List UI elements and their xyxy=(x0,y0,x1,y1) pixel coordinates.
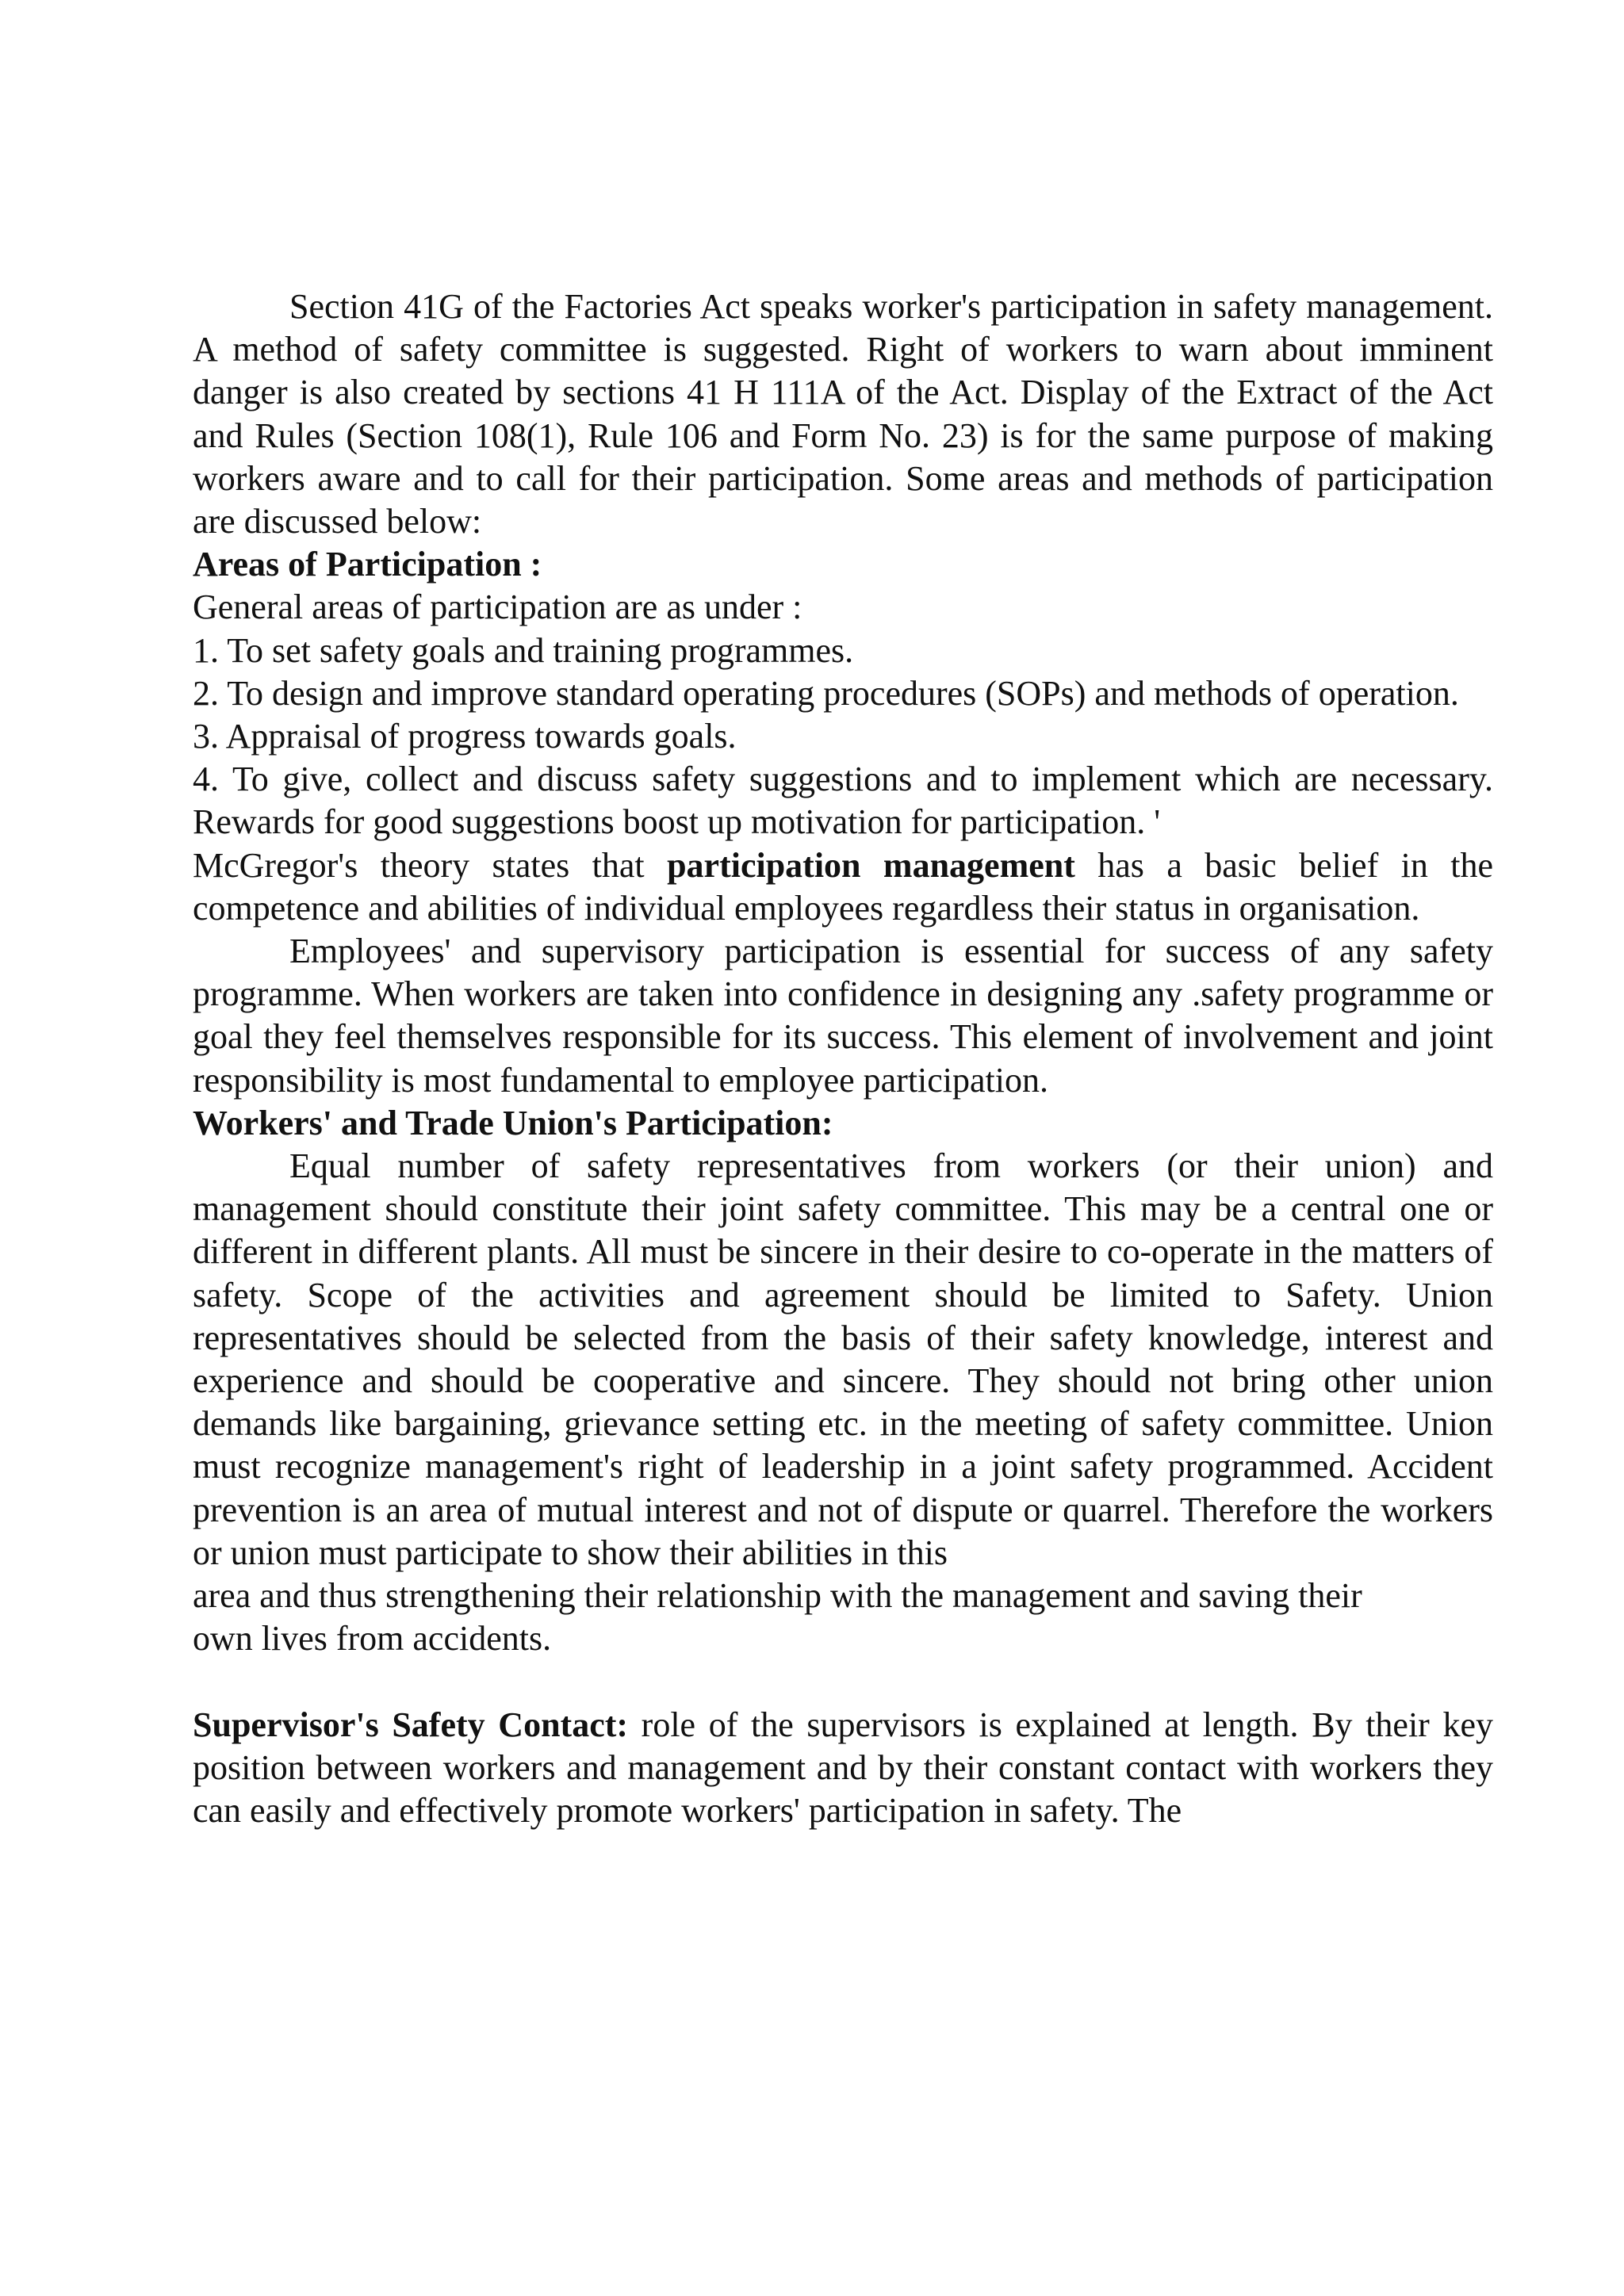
areas-item-3: 3. Appraisal of progress towards goals. xyxy=(193,717,737,756)
employees-paragraph: Employees' and supervisory participation is essential for success of any safety programme. When workers are taken into confidence in designing any .safety programme or goal they feel themselves responsible for its success. This element of involvement and joint responsibility is most fundamental to employee participation. xyxy=(193,932,1493,1100)
participation-management-term: participation management xyxy=(667,845,1075,885)
mcgregor-paragraph xyxy=(193,844,1493,930)
document-page xyxy=(193,285,1493,1832)
workers-line-b: own lives from accidents. xyxy=(193,1619,552,1659)
areas-item-1: 1. To set safety goals and training programmes. xyxy=(193,630,854,670)
intro-paragraph: Section 41G of the Factories Act speaks worker's participation in safety management. A method of safety committee is suggested. Right of workers to warn about imminent danger is also created by sections 41 H 111A of the Act. Display of the Extract of the Act and Rules (Section 108(1), Rule 106 and Form No. 23) is for the same purpose of making workers aware and to call for their participation. Some areas and methods of participation are discussed below: xyxy=(193,287,1493,541)
workers-line-a: area and thus strengthening their relationship with the management and saving their xyxy=(193,1576,1362,1616)
mcgregor-text-before: McGregor's theory states that xyxy=(193,845,668,885)
areas-item-4: 4. To give, collect and discuss safety suggestions and to implement which are necessary. Rewards for good suggestions boost up motivation for participation. ' xyxy=(193,760,1493,842)
mcgregor-text-after: has a basic belief in the competence and abilities of individual employees regardless their status in organisation. xyxy=(193,845,1494,928)
supervisor-text: role of the supervisors is explained at length. By their key position between workers and management and by their constant contact with workers they can easily and effectively promote workers' participation in safety. The xyxy=(193,1705,1493,1830)
areas-heading: Areas of Participation : xyxy=(193,545,542,584)
workers-paragraph: Equal number of safety representatives from workers (or their union) and management should constitute their joint safety committee. This may be a central one or different in different plants. All must be sincere in their desire to co-operate in the matters of safety. Scope of the activities and agreement should be limited to Safety. Union representatives should be selected from the basis of their safety knowledge, interest and experience and should be cooperative and sincere. They should not bring other union demands like bargaining, grievance setting etc. in the meeting of safety committee. Union must recognize management's right of leadership in a joint safety programmed. Accident prevention is an area of mutual interest and not of dispute or quarrel. Therefore the workers or union must participate to show their abilities in this xyxy=(193,1146,1493,1572)
workers-heading: Workers' and Trade Union's Participation: xyxy=(193,1103,833,1142)
areas-lead: General areas of participation are as under : xyxy=(193,587,802,627)
areas-item-2: 2. To design and improve standard operating procedures (SOPs) and methods of operation. xyxy=(193,673,1459,713)
supervisor-heading: Supervisor's Safety Contact: xyxy=(193,1705,629,1744)
supervisor-paragraph xyxy=(193,1704,1493,1833)
